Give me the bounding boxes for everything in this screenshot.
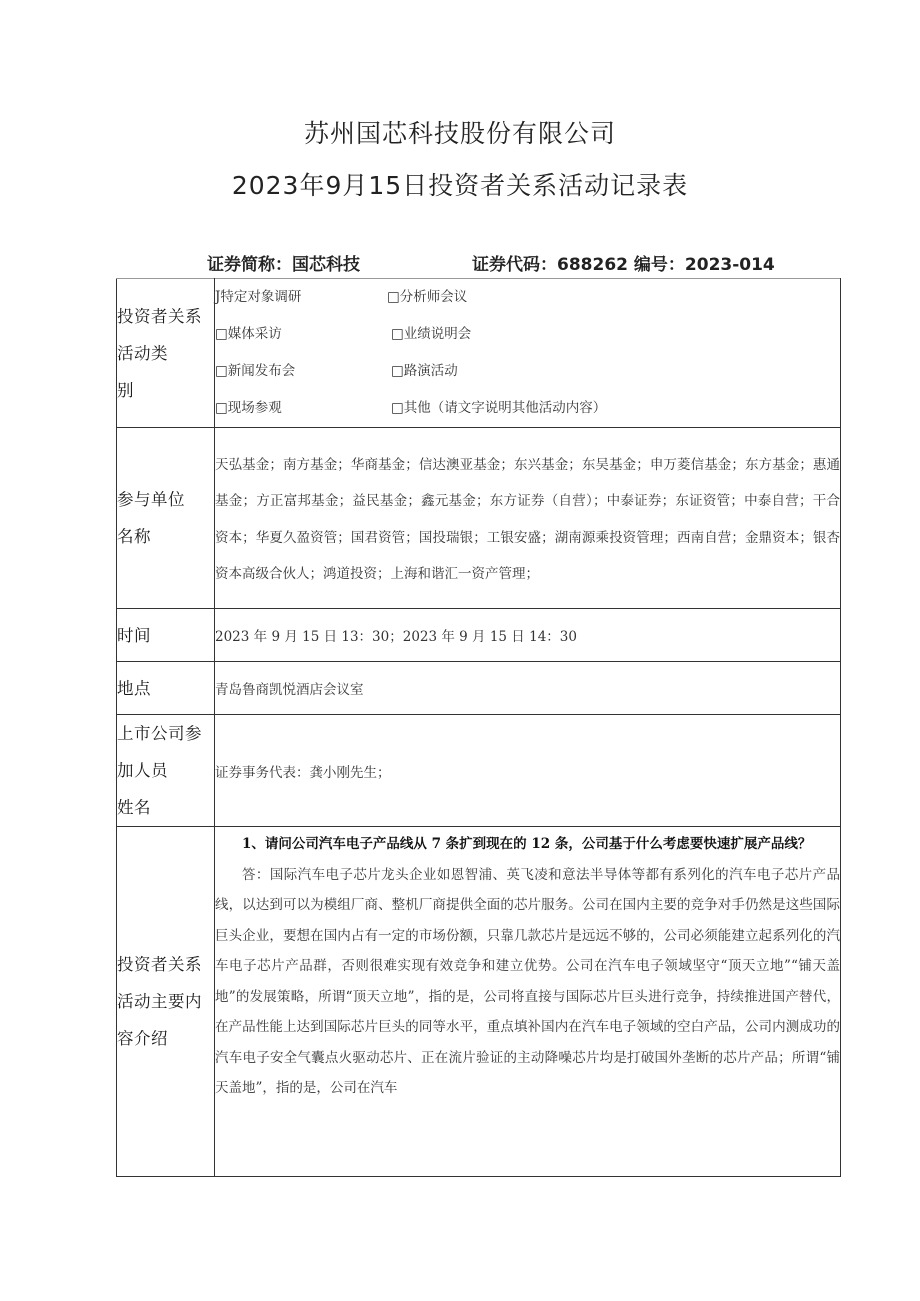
row-time [117,609,841,662]
checkbox-checked-icon[interactable]: J [215,289,221,305]
question-1: 1、请问公司汽车电子产品线从 7 条扩到现在的 12 条，公司基于什么考虑要快速扩展产品线？ [242,836,812,852]
checkbox-icon[interactable]: □ [391,363,404,379]
content-value [215,827,841,1177]
participants-label: 参与单位 名称 [117,428,215,609]
security-info [207,250,775,275]
option-specific-research[interactable]: J特定对象调研 [215,289,302,305]
security-code: 688262 [557,255,628,275]
checkbox-icon[interactable]: □ [391,400,404,416]
option-media-interview[interactable]: □媒体采访 [215,326,282,342]
row-location [117,662,841,715]
option-site-visit[interactable]: □现场参观 [215,400,282,416]
security-code-label: 证券代码： [472,255,557,275]
checkbox-icon[interactable]: □ [215,400,228,416]
serial-label: 编号： [633,255,685,275]
option-press-conference[interactable]: □新闻发布会 [215,363,296,379]
security-abbr-label: 证券简称： [207,255,292,275]
content-label: 投资者关系 活动主要内 容介绍 [117,827,215,1177]
checkbox-icon[interactable]: □ [215,326,228,342]
option-other[interactable]: □其他（请文字说明其他活动内容） [391,400,607,416]
row-company-attendees [117,715,841,827]
participants-value: 天弘基金；南方基金；华商基金；信达澳亚基金；东兴基金；东吴基金；申万菱信基金；东方基金；惠通基金；方正富邦基金；益民基金；鑫元基金；东方证券（自营）；中泰证券；东证资管；中泰自营；干合资本；华夏久盈资管；国君资管；国投瑞银；工银安盛；湖南源乘投资管理；西南自营；金鼎资本；银杏资本高级合伙人；鸿道投资；上海和谐汇一资产管理； [215,428,841,609]
checkbox-icon[interactable]: □ [215,363,228,379]
company-attendees-value: 证券事务代表：龚小刚先生； [215,715,841,827]
row-activity-type [117,279,841,428]
security-abbr: 国芯科技 [292,255,360,275]
row-participants [117,428,841,609]
option-earnings-briefing[interactable]: □业绩说明会 [391,326,472,342]
time-label: 时间 [117,609,215,662]
checkbox-icon[interactable]: □ [391,326,404,342]
option-analyst-meeting[interactable]: □分析师会议 [387,289,468,305]
option-roadshow[interactable]: □路演活动 [391,363,458,379]
serial-number: 2023-014 [684,255,775,275]
activity-type-label: 投资者关系 活动类 别 [117,279,215,428]
activity-type-options [215,279,841,428]
document-title: 2023年9月15日投资者关系活动记录表 [231,171,689,200]
security-code-block [472,250,775,275]
row-content [117,827,841,1177]
activity-record-table [116,278,841,1177]
answer-1: 答：国际汽车电子芯片龙头企业如恩智浦、英飞凌和意法半导体等都有系列化的汽车电子芯片产品线，以达到可以为模组厂商、整机厂商提供全面的芯片服务。公司在国内主要的竞争对手仍然是这些国际巨头企业，要想在国内占有一定的市场份额，只靠几款芯片是远远不够的，公司必须能建立起系列化的汽车电子芯片产品群，否则很难实现有效竞争和建立优势。公司在汽车电子领域坚守“顶天立地”“铺天盖地”的发展策略，所谓“顶天立地”，指的是，公司将直接与国际芯片巨头进行竞争，持续推进国产替代，在产品性能上达到国际芯片巨头的同等水平，重点填补国内在汽车电子领域的空白产品，公司内测成功的汽车电子安全气囊点火驱动芯片、正在流片验证的主动降噪芯片均是打破国外垄断的芯片产品；所谓“铺天盖地”，指的是，公司在汽车 [215,866,840,1096]
time-value: 2023 年 9 月 15 日 13：30；2023 年 9 月 15 日 14：30 [215,609,841,662]
company-attendees-label: 上市公司参 加人员 姓名 [117,715,215,827]
company-name: 苏州国芯科技股份有限公司 [303,119,616,148]
location-label: 地点 [117,662,215,715]
location-value: 青岛鲁商凯悦酒店会议室 [215,662,841,715]
checkbox-icon[interactable]: □ [387,289,400,305]
